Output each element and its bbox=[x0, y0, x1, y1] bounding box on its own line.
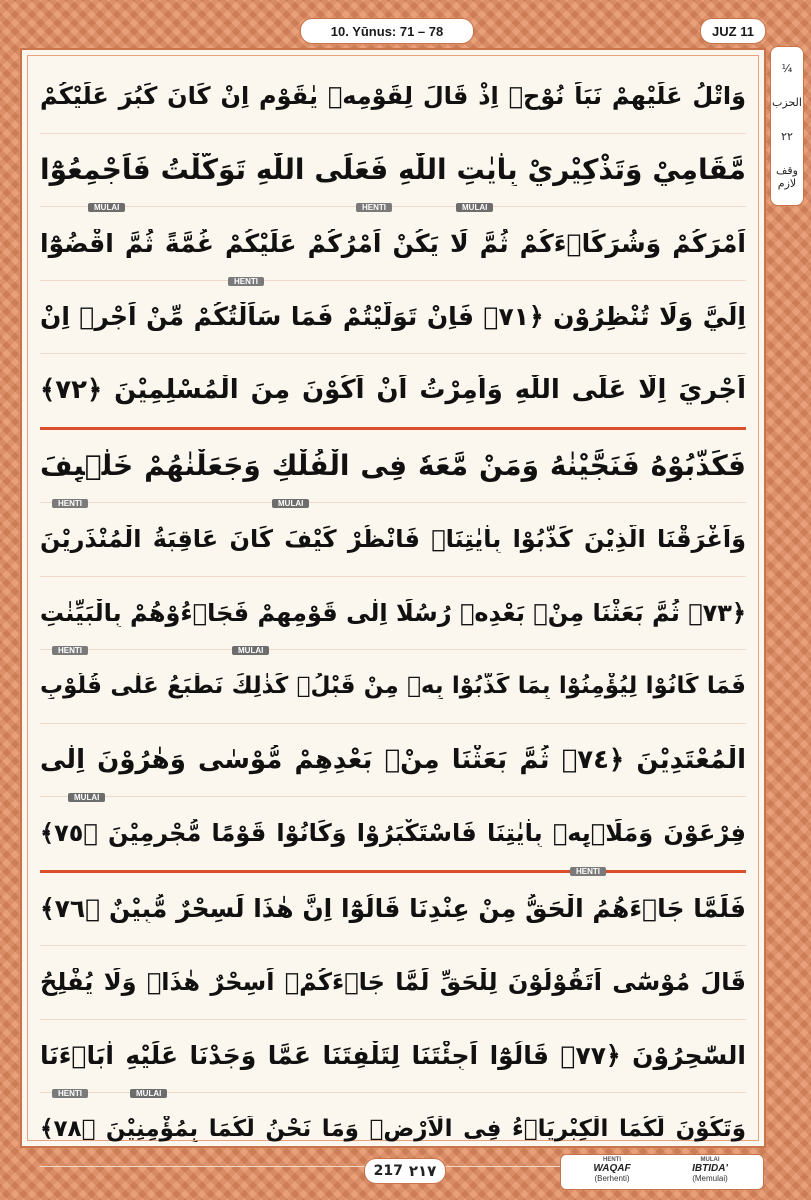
verse-line bbox=[40, 577, 746, 655]
verse-line-text: فِرْعَوْنَ وَمَلَا۟ىِٕهٖ بِاٰيٰتِنَا فَاسْتَكْبَرُوْا وَكَانُوْا قَوْمًا مُّجْرِمِيْنَ ﴿٧٥﴾ bbox=[40, 819, 746, 848]
henti-tag: HENTI bbox=[52, 646, 88, 655]
verse-line bbox=[40, 650, 746, 724]
verse-line-text: السّٰحِرُوْنَ ﴿٧٧﴾ قَالُوْٓا اَجِئْتَنَا لِتَلْفِتَنَا عَمَّا وَجَدْنَا عَلَيْهِ اٰبَاۤءَنَا bbox=[40, 1041, 746, 1071]
legend-ibtida-name: IBTIDA' bbox=[692, 1163, 728, 1174]
hizb-label: الحزب bbox=[772, 95, 802, 109]
henti-tag: HENTI bbox=[52, 1089, 88, 1098]
verse-line bbox=[40, 797, 746, 876]
waqf-lazim: وقف لازم bbox=[776, 164, 798, 191]
verse-line bbox=[40, 873, 746, 947]
legend-ibtida-sub: (Memulai) bbox=[692, 1174, 728, 1183]
page-number-badge bbox=[364, 1158, 446, 1184]
mulai-tag: MULAI bbox=[272, 499, 309, 508]
verse-line bbox=[40, 503, 746, 577]
verse-line bbox=[40, 60, 746, 134]
legend-mulai-tag: MULAI bbox=[700, 1157, 720, 1163]
henti-tag: HENTI bbox=[356, 203, 392, 212]
henti-tag: HENTI bbox=[52, 499, 88, 508]
verse-line bbox=[40, 1020, 746, 1098]
page-footer bbox=[0, 1152, 811, 1192]
verse-line-text: فَلَمَّا جَاۤءَهُمُ الْحَقُّ مِنْ عِنْدِنَا قَالُوْٓا اِنَّ هٰذَا لَسِحْرٌ مُّبِيْنٌ ﴿٧٦﴾ bbox=[40, 894, 746, 924]
quarter-fraction: ¼ bbox=[781, 61, 793, 75]
legend-waqaf-name: WAQAF bbox=[593, 1163, 631, 1174]
surah-title: 10. Yūnus: 71 – 78 bbox=[330, 23, 444, 39]
verse-line bbox=[40, 946, 746, 1020]
legend-ibtida bbox=[665, 1157, 755, 1183]
henti-tag: HENTI bbox=[228, 277, 264, 286]
verse-line-text: ﴿٧٣﴾ ثُمَّ بَعَثْنَا مِنْۢ بَعْدِهٖ رُسُلًا اِلٰى قَوْمِهِمْ فَجَاۤءُوْهُمْ بِالْبَيِّنٰتِ bbox=[40, 598, 746, 627]
verse-line bbox=[40, 281, 746, 355]
mulai-tag: MULAI bbox=[88, 203, 125, 212]
verse-line-text: فَكَذَّبُوْهُ فَنَجَّيْنٰهُ وَمَنْ مَّعَهٗ فِى الْفُلْكِ وَجَعَلْنٰهُمْ خَلٰۤىِٕفَ bbox=[40, 449, 746, 483]
mulai-tag: MULAI bbox=[130, 1089, 167, 1098]
verse-line-text: مَّقَامِيْ وَتَذْكِيْرِيْ بِاٰيٰتِ اللّٰهِ فَعَلَى اللّٰهِ تَوَكَّلْتُ فَاَجْمِعُوْٓا bbox=[40, 153, 746, 187]
verse-line-text: وَاَغْرَقْنَا الَّذِيْنَ كَذَّبُوْا بِاٰيٰتِنَاۚ فَانْظُرْ كَيْفَ كَانَ عَاقِبَةُ الْمُنْذَرِيْنَ bbox=[40, 525, 746, 554]
verse-line-text: قَالَ مُوْسٰٓى اَتَقُوْلُوْنَ لِلْحَقِّ لَمَّا جَاۤءَكُمْۗ اَسِحْرٌ هٰذَاۗ وَلَا يُفْلِحُ bbox=[40, 968, 746, 997]
juz-badge bbox=[700, 18, 766, 44]
verse-line bbox=[40, 134, 746, 212]
verse-line-text: وَتَكُوْنَ لَكُمَا الْكِبْرِيَاۤءُ فِى الْاَرْضِۗ وَمَا نَحْنُ لَكُمَا بِمُؤْمِنِيْنَ ﴿٧٨﴾ bbox=[40, 1116, 746, 1143]
waqaf-legend bbox=[560, 1154, 764, 1190]
page-number: 217 bbox=[373, 1163, 403, 1179]
verse-line-text: اَمْرَكُمْ وَشُرَكَاۤءَكُمْ ثُمَّ لَا يَكُنْ اَمْرُكُمْ عَلَيْكُمْ غُمَّةً ثُمَّ اقْضُوْٓا bbox=[40, 228, 746, 258]
mulai-tag: MULAI bbox=[456, 203, 493, 212]
hizb-number: ٢٢ bbox=[781, 130, 793, 144]
verse-line-text: فَمَا كَانُوْا لِيُؤْمِنُوْا بِمَا كَذَّبُوْا بِهٖ مِنْ قَبْلُۗ كَذٰلِكَ نَطْبَعُ عَلٰى قُلُوْبِ bbox=[40, 673, 746, 700]
mulai-tag: MULAI bbox=[232, 646, 269, 655]
mulai-tag: MULAI bbox=[68, 793, 105, 802]
verse-line-text: وَاتْلُ عَلَيْهِمْ نَبَاَ نُوْحٍۘ اِذْ قَالَ لِقَوْمِهٖ يٰقَوْمِ اِنْ كَانَ كَبُرَ عَلَيْكُمْ bbox=[40, 82, 746, 111]
legend-waqaf bbox=[567, 1157, 657, 1183]
page-number-arabic: ٢١٧ bbox=[408, 1162, 437, 1180]
verse-line bbox=[40, 207, 746, 286]
verse-line-text: الْمُعْتَدِيْنَ ﴿٧٤﴾ ثُمَّ بَعَثْنَا مِنْۢ بَعْدِهِمْ مُّوْسٰى وَهٰرُوْنَ اِلٰى bbox=[40, 744, 746, 775]
verse-line-text: اِلَيَّ وَلَا تُنْظِرُوْنِ ﴿٧١﴾ فَاِنْ تَوَلَّيْتُمْ فَمَا سَاَلْتُكُمْ مِّنْ اَجْرٍۗ اِنْ bbox=[40, 302, 746, 332]
verse-line bbox=[40, 430, 746, 508]
legend-henti-tag: HENTI bbox=[603, 1157, 621, 1163]
verse-line bbox=[40, 354, 746, 430]
side-panel bbox=[770, 46, 804, 206]
verse-line bbox=[40, 724, 746, 802]
henti-tag: HENTI bbox=[570, 867, 606, 876]
legend-waqaf-sub: (Berhenti) bbox=[594, 1174, 630, 1183]
mushaf-page bbox=[20, 48, 766, 1148]
verse-lines bbox=[40, 60, 746, 1143]
verse-line-text: اَجْرِيَ اِلَّا عَلَى اللّٰهِ وَاُمِرْتُ اَنْ اَكُوْنَ مِنَ الْمُسْلِمِيْنَ ﴿٧٢﴾ bbox=[40, 375, 746, 406]
juz-label: JUZ 11 bbox=[712, 23, 754, 39]
surah-header bbox=[300, 18, 474, 44]
